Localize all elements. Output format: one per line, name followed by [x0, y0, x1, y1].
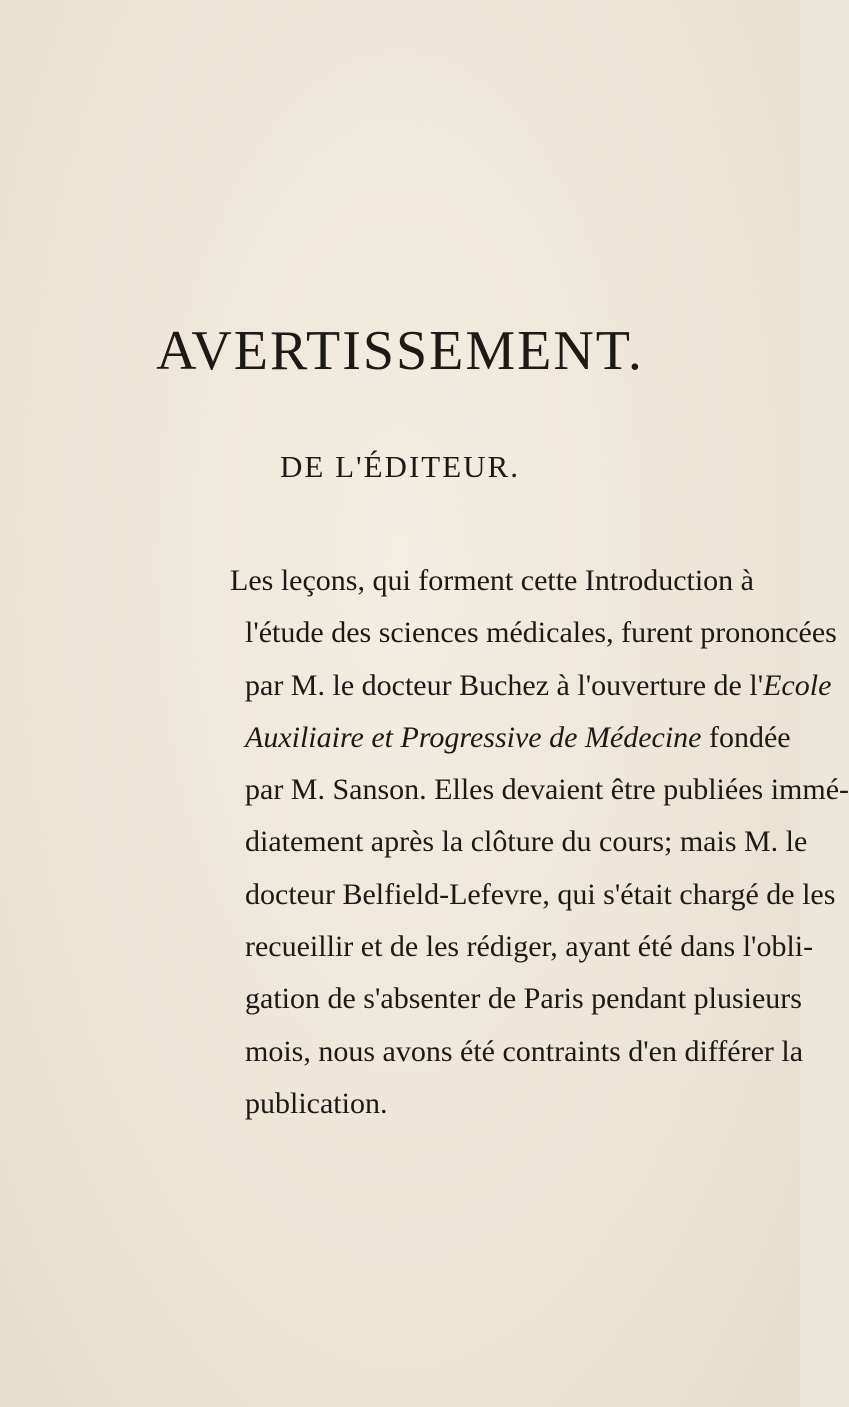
paragraph-line-text: publication. — [245, 1086, 388, 1120]
paragraph-line — [245, 1078, 743, 1130]
page-subtitle: DE L'ÉDITEUR. — [280, 449, 520, 484]
paragraph-line — [245, 712, 791, 764]
paragraph-line — [245, 973, 802, 1025]
italic-school-word: Ecole — [763, 668, 832, 702]
paragraph-line-text: diatement après la clôture du cours; mais M. le — [245, 825, 808, 859]
paragraph-line-text: l'étude des sciences médicales, furent prononcées — [245, 616, 837, 650]
paragraph-line — [245, 660, 832, 712]
paragraph-line-text: fondée — [709, 720, 791, 754]
paragraph-line — [230, 555, 754, 607]
paragraph-line-text: par M. le docteur Buchez à l'ouverture de l' — [245, 668, 764, 702]
page-title: AVERTISSEMENT. — [156, 320, 644, 382]
paragraph-line — [245, 764, 849, 816]
italic-institution-name: Auxiliaire et Progressive de Médecine — [245, 720, 702, 754]
paragraph-line — [245, 607, 837, 659]
paragraph-line — [245, 921, 814, 973]
paragraph-line-text: Les leçons, qui forment cette Introduction à — [230, 564, 754, 597]
paragraph-line-text: par M. Sanson. Elles devaient être publiées immé- — [245, 773, 849, 807]
paragraph-line — [245, 816, 808, 868]
paragraph-line-text: docteur Belfield-Lefevre, qui s'était chargé de les — [245, 877, 836, 911]
notice-paragraph — [230, 555, 849, 1130]
paragraph-line-text: gation de s'absenter de Paris pendant plusieurs — [245, 982, 802, 1016]
paragraph-line — [245, 869, 836, 921]
paragraph-line-text: mois, nous avons été contraints d'en différer la — [245, 1034, 804, 1068]
paragraph-line — [245, 1026, 804, 1078]
paragraph-line-text: recueillir et de les rédiger, ayant été dans l'obli- — [245, 930, 814, 964]
